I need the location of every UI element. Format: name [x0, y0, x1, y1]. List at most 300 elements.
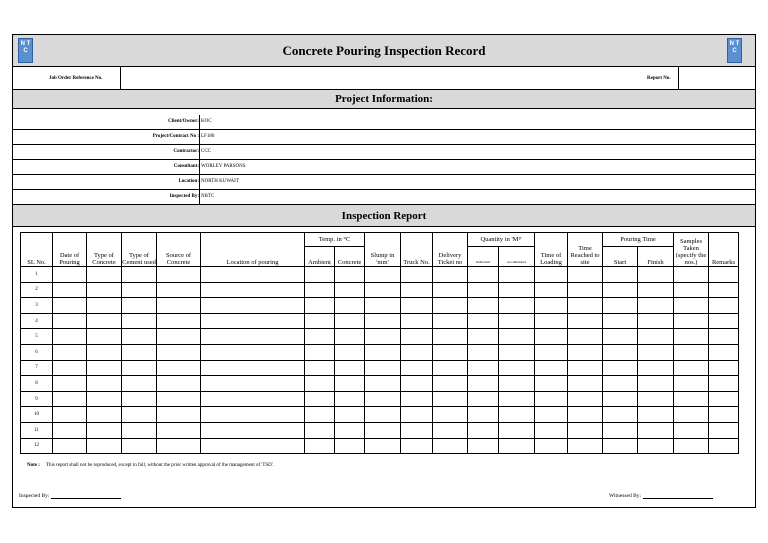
- inspection-table-body: [21, 267, 739, 454]
- table-row: [21, 391, 739, 407]
- table-cell[interactable]: [53, 376, 87, 392]
- witnessed-by-label: Witnessed By:: [609, 493, 642, 499]
- witnessed-by-line[interactable]: [643, 498, 713, 499]
- table-cell[interactable]: [638, 407, 674, 423]
- table-cell[interactable]: [674, 267, 709, 283]
- table-cell[interactable]: [365, 282, 401, 298]
- table-cell[interactable]: [468, 282, 499, 298]
- table-cell[interactable]: [87, 329, 122, 345]
- table-cell[interactable]: [535, 391, 568, 407]
- table-cell[interactable]: [709, 267, 739, 283]
- table-cell[interactable]: [401, 344, 433, 360]
- witnessed-by-signature: [609, 493, 713, 499]
- table-cell[interactable]: [122, 438, 157, 454]
- table-cell[interactable]: [638, 391, 674, 407]
- table-cell[interactable]: [87, 391, 122, 407]
- table-cell[interactable]: [433, 438, 468, 454]
- table-cell[interactable]: [157, 360, 201, 376]
- table-cell[interactable]: [603, 267, 638, 283]
- inspected-by-signature-line[interactable]: [51, 498, 121, 499]
- table-cell[interactable]: [568, 329, 603, 345]
- table-cell[interactable]: [499, 298, 535, 314]
- table-cell[interactable]: [468, 267, 499, 283]
- table-cell[interactable]: [535, 329, 568, 345]
- col-type-of-cement: Type of Cement used: [122, 233, 157, 267]
- table-cell[interactable]: [122, 344, 157, 360]
- table-cell[interactable]: [335, 407, 365, 423]
- table-cell[interactable]: [433, 360, 468, 376]
- table-cell[interactable]: [365, 422, 401, 438]
- row-number: 8: [21, 376, 53, 392]
- table-cell[interactable]: [365, 391, 401, 407]
- client-label: Client/Owner:: [168, 119, 199, 124]
- col-time-of-loading: Time of Loading: [535, 233, 568, 267]
- table-cell[interactable]: [674, 344, 709, 360]
- contractor-label: Contractor:: [173, 149, 199, 154]
- table-cell[interactable]: [335, 422, 365, 438]
- table-cell[interactable]: [535, 422, 568, 438]
- table-cell[interactable]: [433, 313, 468, 329]
- inspected-by-label: Inspected By:: [169, 194, 199, 199]
- table-cell[interactable]: [568, 282, 603, 298]
- table-cell[interactable]: [468, 360, 499, 376]
- table-cell[interactable]: [468, 422, 499, 438]
- col-pouring-finish: Finish: [638, 247, 674, 267]
- table-cell[interactable]: [335, 360, 365, 376]
- table-cell[interactable]: [335, 329, 365, 345]
- table-cell[interactable]: [53, 391, 87, 407]
- table-cell[interactable]: [709, 422, 739, 438]
- table-cell[interactable]: [433, 422, 468, 438]
- table-cell[interactable]: [335, 298, 365, 314]
- table-cell[interactable]: [335, 391, 365, 407]
- info-row-location: [13, 175, 755, 190]
- col-location-of-pouring: Location of pouring: [201, 233, 305, 267]
- table-cell[interactable]: [365, 313, 401, 329]
- contractor-value[interactable]: CCC: [201, 149, 212, 154]
- table-cell[interactable]: [201, 344, 305, 360]
- col-sl-no: SL No.: [21, 233, 53, 267]
- info-row-consultant: [13, 160, 755, 175]
- table-cell[interactable]: [674, 376, 709, 392]
- table-cell[interactable]: [674, 407, 709, 423]
- report-no-field[interactable]: [679, 67, 755, 89]
- col-temp-group: Temp. in °C: [305, 233, 365, 247]
- table-cell[interactable]: [53, 438, 87, 454]
- table-cell[interactable]: [401, 407, 433, 423]
- table-cell[interactable]: [87, 344, 122, 360]
- table-cell[interactable]: [401, 282, 433, 298]
- row-number: 12: [21, 438, 53, 454]
- table-cell[interactable]: [87, 438, 122, 454]
- location-label: Location:: [178, 179, 199, 184]
- inspected-by-value[interactable]: NBTC: [201, 194, 215, 199]
- table-cell[interactable]: [201, 376, 305, 392]
- table-cell[interactable]: [201, 313, 305, 329]
- project-contract-label: Project/Contract No :: [152, 134, 199, 139]
- table-cell[interactable]: [122, 376, 157, 392]
- table-cell[interactable]: [157, 391, 201, 407]
- table-cell[interactable]: [365, 360, 401, 376]
- table-cell[interactable]: [709, 438, 739, 454]
- col-pouring-start: Start: [603, 247, 638, 267]
- table-cell[interactable]: [87, 407, 122, 423]
- table-cell[interactable]: [87, 282, 122, 298]
- inspection-report-heading: [13, 205, 755, 227]
- table-cell[interactable]: [53, 282, 87, 298]
- table-cell[interactable]: [433, 282, 468, 298]
- col-time-reached: Time Reached to site: [568, 233, 603, 267]
- table-cell[interactable]: [499, 267, 535, 283]
- table-cell[interactable]: [499, 422, 535, 438]
- table-cell[interactable]: [401, 422, 433, 438]
- table-cell[interactable]: [157, 344, 201, 360]
- row-number: 2: [21, 282, 53, 298]
- table-cell[interactable]: [638, 360, 674, 376]
- footer-note: [27, 463, 274, 468]
- table-cell[interactable]: [499, 282, 535, 298]
- table-cell[interactable]: [365, 407, 401, 423]
- table-cell[interactable]: [201, 391, 305, 407]
- table-cell[interactable]: [709, 329, 739, 345]
- table-cell[interactable]: [365, 329, 401, 345]
- row-number: 11: [21, 422, 53, 438]
- inspected-by-signature-label: Inspected By:: [19, 493, 50, 499]
- table-cell[interactable]: [365, 267, 401, 283]
- col-delivery-ticket: Delivery Ticket no: [433, 233, 468, 267]
- table-cell[interactable]: [674, 329, 709, 345]
- table-cell[interactable]: [709, 282, 739, 298]
- table-cell[interactable]: [535, 282, 568, 298]
- table-cell[interactable]: [122, 282, 157, 298]
- table-cell[interactable]: [709, 407, 739, 423]
- table-cell[interactable]: [433, 267, 468, 283]
- col-temp-concrete: Concrete: [335, 247, 365, 267]
- row-number: 4: [21, 313, 53, 329]
- table-cell[interactable]: [157, 298, 201, 314]
- table-cell[interactable]: [122, 298, 157, 314]
- table-cell[interactable]: [53, 344, 87, 360]
- table-cell[interactable]: [201, 407, 305, 423]
- table-cell[interactable]: [335, 267, 365, 283]
- document-title: Concrete Pouring Inspection Record: [282, 43, 486, 58]
- row-number: 3: [21, 298, 53, 314]
- table-cell[interactable]: [568, 267, 603, 283]
- table-cell[interactable]: [335, 282, 365, 298]
- table-cell[interactable]: [674, 282, 709, 298]
- table-cell[interactable]: [122, 267, 157, 283]
- table-cell[interactable]: [122, 407, 157, 423]
- table-cell[interactable]: [53, 298, 87, 314]
- table-cell[interactable]: [433, 407, 468, 423]
- table-cell[interactable]: [401, 298, 433, 314]
- table-cell[interactable]: [305, 267, 335, 283]
- table-cell[interactable]: [535, 376, 568, 392]
- job-order-field[interactable]: [121, 67, 641, 89]
- table-cell[interactable]: [638, 376, 674, 392]
- table-cell[interactable]: [53, 267, 87, 283]
- table-cell[interactable]: [638, 438, 674, 454]
- table-cell[interactable]: [568, 438, 603, 454]
- table-cell[interactable]: [499, 313, 535, 329]
- table-cell[interactable]: [122, 422, 157, 438]
- table-cell[interactable]: [468, 376, 499, 392]
- table-cell[interactable]: [157, 313, 201, 329]
- table-cell[interactable]: [638, 329, 674, 345]
- table-cell[interactable]: [709, 344, 739, 360]
- report-no-label: Report No.: [647, 76, 671, 81]
- table-cell[interactable]: [674, 391, 709, 407]
- table-cell[interactable]: [401, 267, 433, 283]
- table-cell[interactable]: [499, 344, 535, 360]
- table-cell[interactable]: [305, 391, 335, 407]
- inspection-report-title: Inspection Report: [341, 210, 427, 222]
- table-cell[interactable]: [305, 438, 335, 454]
- info-divider: [199, 115, 200, 205]
- table-cell[interactable]: [603, 282, 638, 298]
- table-cell[interactable]: [568, 344, 603, 360]
- table-cell[interactable]: [53, 329, 87, 345]
- table-cell[interactable]: [535, 438, 568, 454]
- table-cell[interactable]: [433, 344, 468, 360]
- table-cell[interactable]: [87, 267, 122, 283]
- inspection-table: [20, 232, 739, 454]
- table-cell[interactable]: [638, 282, 674, 298]
- table-row: [21, 267, 739, 283]
- table-row: [21, 376, 739, 392]
- table-row: [21, 407, 739, 423]
- table-cell[interactable]: [335, 376, 365, 392]
- table-cell[interactable]: [603, 298, 638, 314]
- table-cell[interactable]: [201, 329, 305, 345]
- title-bar: [13, 35, 755, 67]
- location-value[interactable]: NORTH KUWAIT: [201, 179, 239, 184]
- table-row: [21, 313, 739, 329]
- table-cell[interactable]: [201, 422, 305, 438]
- col-qty-individual: Individual: [468, 247, 499, 267]
- table-row: [21, 360, 739, 376]
- table-cell[interactable]: [709, 376, 739, 392]
- table-cell[interactable]: [499, 329, 535, 345]
- table-cell[interactable]: [568, 360, 603, 376]
- table-cell[interactable]: [468, 407, 499, 423]
- info-row-client: [13, 115, 755, 130]
- table-cell[interactable]: [468, 438, 499, 454]
- table-cell[interactable]: [201, 282, 305, 298]
- table-cell[interactable]: [638, 313, 674, 329]
- table-cell[interactable]: [335, 313, 365, 329]
- table-cell[interactable]: [535, 298, 568, 314]
- table-cell[interactable]: [157, 267, 201, 283]
- table-cell[interactable]: [468, 329, 499, 345]
- table-cell[interactable]: [603, 376, 638, 392]
- table-cell[interactable]: [603, 422, 638, 438]
- table-cell[interactable]: [433, 298, 468, 314]
- col-slump: Slump in 'mm': [365, 233, 401, 267]
- project-info-title: Project Information:: [335, 93, 433, 105]
- table-cell[interactable]: [638, 298, 674, 314]
- consultant-value[interactable]: WORLEY PARSONS: [201, 164, 246, 169]
- table-cell[interactable]: [157, 282, 201, 298]
- company-logo-left: N T C: [18, 38, 33, 63]
- table-row: [21, 329, 739, 345]
- table-cell[interactable]: [401, 313, 433, 329]
- table-cell[interactable]: [499, 360, 535, 376]
- col-temp-ambient: Ambient: [305, 247, 335, 267]
- col-type-of-concrete: Type of Concrete: [87, 233, 122, 267]
- consultant-label: Consultant:: [173, 164, 199, 169]
- table-cell[interactable]: [468, 344, 499, 360]
- table-cell[interactable]: [499, 376, 535, 392]
- table-cell[interactable]: [674, 422, 709, 438]
- table-cell[interactable]: [305, 422, 335, 438]
- table-cell[interactable]: [499, 407, 535, 423]
- table-cell[interactable]: [401, 329, 433, 345]
- row-number: 6: [21, 344, 53, 360]
- table-cell[interactable]: [87, 360, 122, 376]
- table-cell[interactable]: [433, 376, 468, 392]
- table-cell[interactable]: [603, 407, 638, 423]
- table-row: [21, 344, 739, 360]
- table-row: [21, 438, 739, 454]
- table-row: [21, 298, 739, 314]
- row-number: 5: [21, 329, 53, 345]
- table-cell[interactable]: [87, 313, 122, 329]
- table-cell[interactable]: [122, 313, 157, 329]
- table-cell[interactable]: [157, 438, 201, 454]
- client-value[interactable]: KOC: [201, 119, 212, 124]
- table-cell[interactable]: [122, 329, 157, 345]
- table-cell[interactable]: [674, 438, 709, 454]
- col-source-of-concrete: Source of Concrete: [157, 233, 201, 267]
- table-row: [21, 282, 739, 298]
- col-samples-taken: Samples Taken (specify the nos.): [674, 233, 709, 267]
- table-cell[interactable]: [433, 391, 468, 407]
- table-cell[interactable]: [305, 360, 335, 376]
- table-cell[interactable]: [305, 313, 335, 329]
- info-row-project: [13, 130, 755, 145]
- info-row-inspected-by: [13, 190, 755, 205]
- table-cell[interactable]: [122, 360, 157, 376]
- table-cell[interactable]: [401, 360, 433, 376]
- table-cell[interactable]: [709, 298, 739, 314]
- table-cell[interactable]: [365, 376, 401, 392]
- table-cell[interactable]: [603, 360, 638, 376]
- table-cell[interactable]: [709, 313, 739, 329]
- table-cell[interactable]: [53, 407, 87, 423]
- table-cell[interactable]: [305, 298, 335, 314]
- table-cell[interactable]: [535, 267, 568, 283]
- table-cell[interactable]: [674, 298, 709, 314]
- table-cell[interactable]: [638, 422, 674, 438]
- table-cell[interactable]: [568, 391, 603, 407]
- table-cell[interactable]: [568, 313, 603, 329]
- table-cell[interactable]: [87, 422, 122, 438]
- table-cell[interactable]: [53, 360, 87, 376]
- table-cell[interactable]: [305, 376, 335, 392]
- project-contract-value[interactable]: LF180: [201, 134, 215, 139]
- table-cell[interactable]: [674, 313, 709, 329]
- table-cell[interactable]: [157, 329, 201, 345]
- table-cell[interactable]: [201, 267, 305, 283]
- table-cell[interactable]: [201, 360, 305, 376]
- table-cell[interactable]: [603, 391, 638, 407]
- table-cell[interactable]: [468, 313, 499, 329]
- table-cell[interactable]: [499, 391, 535, 407]
- table-cell[interactable]: [603, 313, 638, 329]
- table-cell[interactable]: [53, 313, 87, 329]
- table-cell[interactable]: [305, 344, 335, 360]
- table-cell[interactable]: [335, 344, 365, 360]
- table-cell[interactable]: [365, 344, 401, 360]
- table-cell[interactable]: [87, 376, 122, 392]
- table-row: [21, 422, 739, 438]
- table-cell[interactable]: [603, 344, 638, 360]
- job-order-label: Job Order Reference No.: [49, 76, 103, 81]
- table-cell[interactable]: [365, 438, 401, 454]
- note-text: This report shall not be reproduced, except in full, without the prior written approval of the management of 'TSD'.: [45, 463, 274, 468]
- table-cell[interactable]: [638, 267, 674, 283]
- table-cell[interactable]: [157, 422, 201, 438]
- col-date-of-pouring: Date of Pouring: [53, 233, 87, 267]
- table-cell[interactable]: [305, 282, 335, 298]
- table-cell[interactable]: [603, 329, 638, 345]
- table-cell[interactable]: [709, 391, 739, 407]
- row-number: 1: [21, 267, 53, 283]
- table-cell[interactable]: [568, 376, 603, 392]
- table-cell[interactable]: [201, 298, 305, 314]
- table-cell[interactable]: [535, 313, 568, 329]
- table-cell[interactable]: [401, 376, 433, 392]
- table-cell[interactable]: [535, 360, 568, 376]
- table-cell[interactable]: [568, 422, 603, 438]
- col-truck-no: Truck No.: [401, 233, 433, 267]
- table-cell[interactable]: [568, 298, 603, 314]
- table-cell[interactable]: [401, 438, 433, 454]
- table-cell[interactable]: [535, 344, 568, 360]
- col-quantity-group: Quantity in 'M³': [468, 233, 535, 247]
- inspection-record-sheet: [12, 34, 756, 508]
- table-cell[interactable]: [499, 438, 535, 454]
- inspected-by-signature: [19, 493, 121, 499]
- table-cell[interactable]: [335, 438, 365, 454]
- table-cell[interactable]: [468, 391, 499, 407]
- table-cell[interactable]: [401, 391, 433, 407]
- col-pouring-time-group: Pouring Time: [603, 233, 674, 247]
- table-cell[interactable]: [305, 407, 335, 423]
- table-cell[interactable]: [709, 360, 739, 376]
- company-logo-right: N T C: [727, 38, 742, 63]
- table-cell[interactable]: [157, 407, 201, 423]
- row-number: 10: [21, 407, 53, 423]
- table-cell[interactable]: [157, 376, 201, 392]
- table-cell[interactable]: [305, 329, 335, 345]
- table-cell[interactable]: [365, 298, 401, 314]
- table-cell[interactable]: [638, 344, 674, 360]
- table-cell[interactable]: [603, 438, 638, 454]
- table-cell[interactable]: [201, 438, 305, 454]
- row-number: 7: [21, 360, 53, 376]
- table-cell[interactable]: [433, 329, 468, 345]
- table-cell[interactable]: [53, 422, 87, 438]
- table-cell[interactable]: [568, 407, 603, 423]
- table-cell[interactable]: [87, 298, 122, 314]
- project-info-heading: [13, 90, 755, 109]
- table-cell[interactable]: [535, 407, 568, 423]
- table-cell[interactable]: [468, 298, 499, 314]
- table-cell[interactable]: [122, 391, 157, 407]
- table-cell[interactable]: [674, 360, 709, 376]
